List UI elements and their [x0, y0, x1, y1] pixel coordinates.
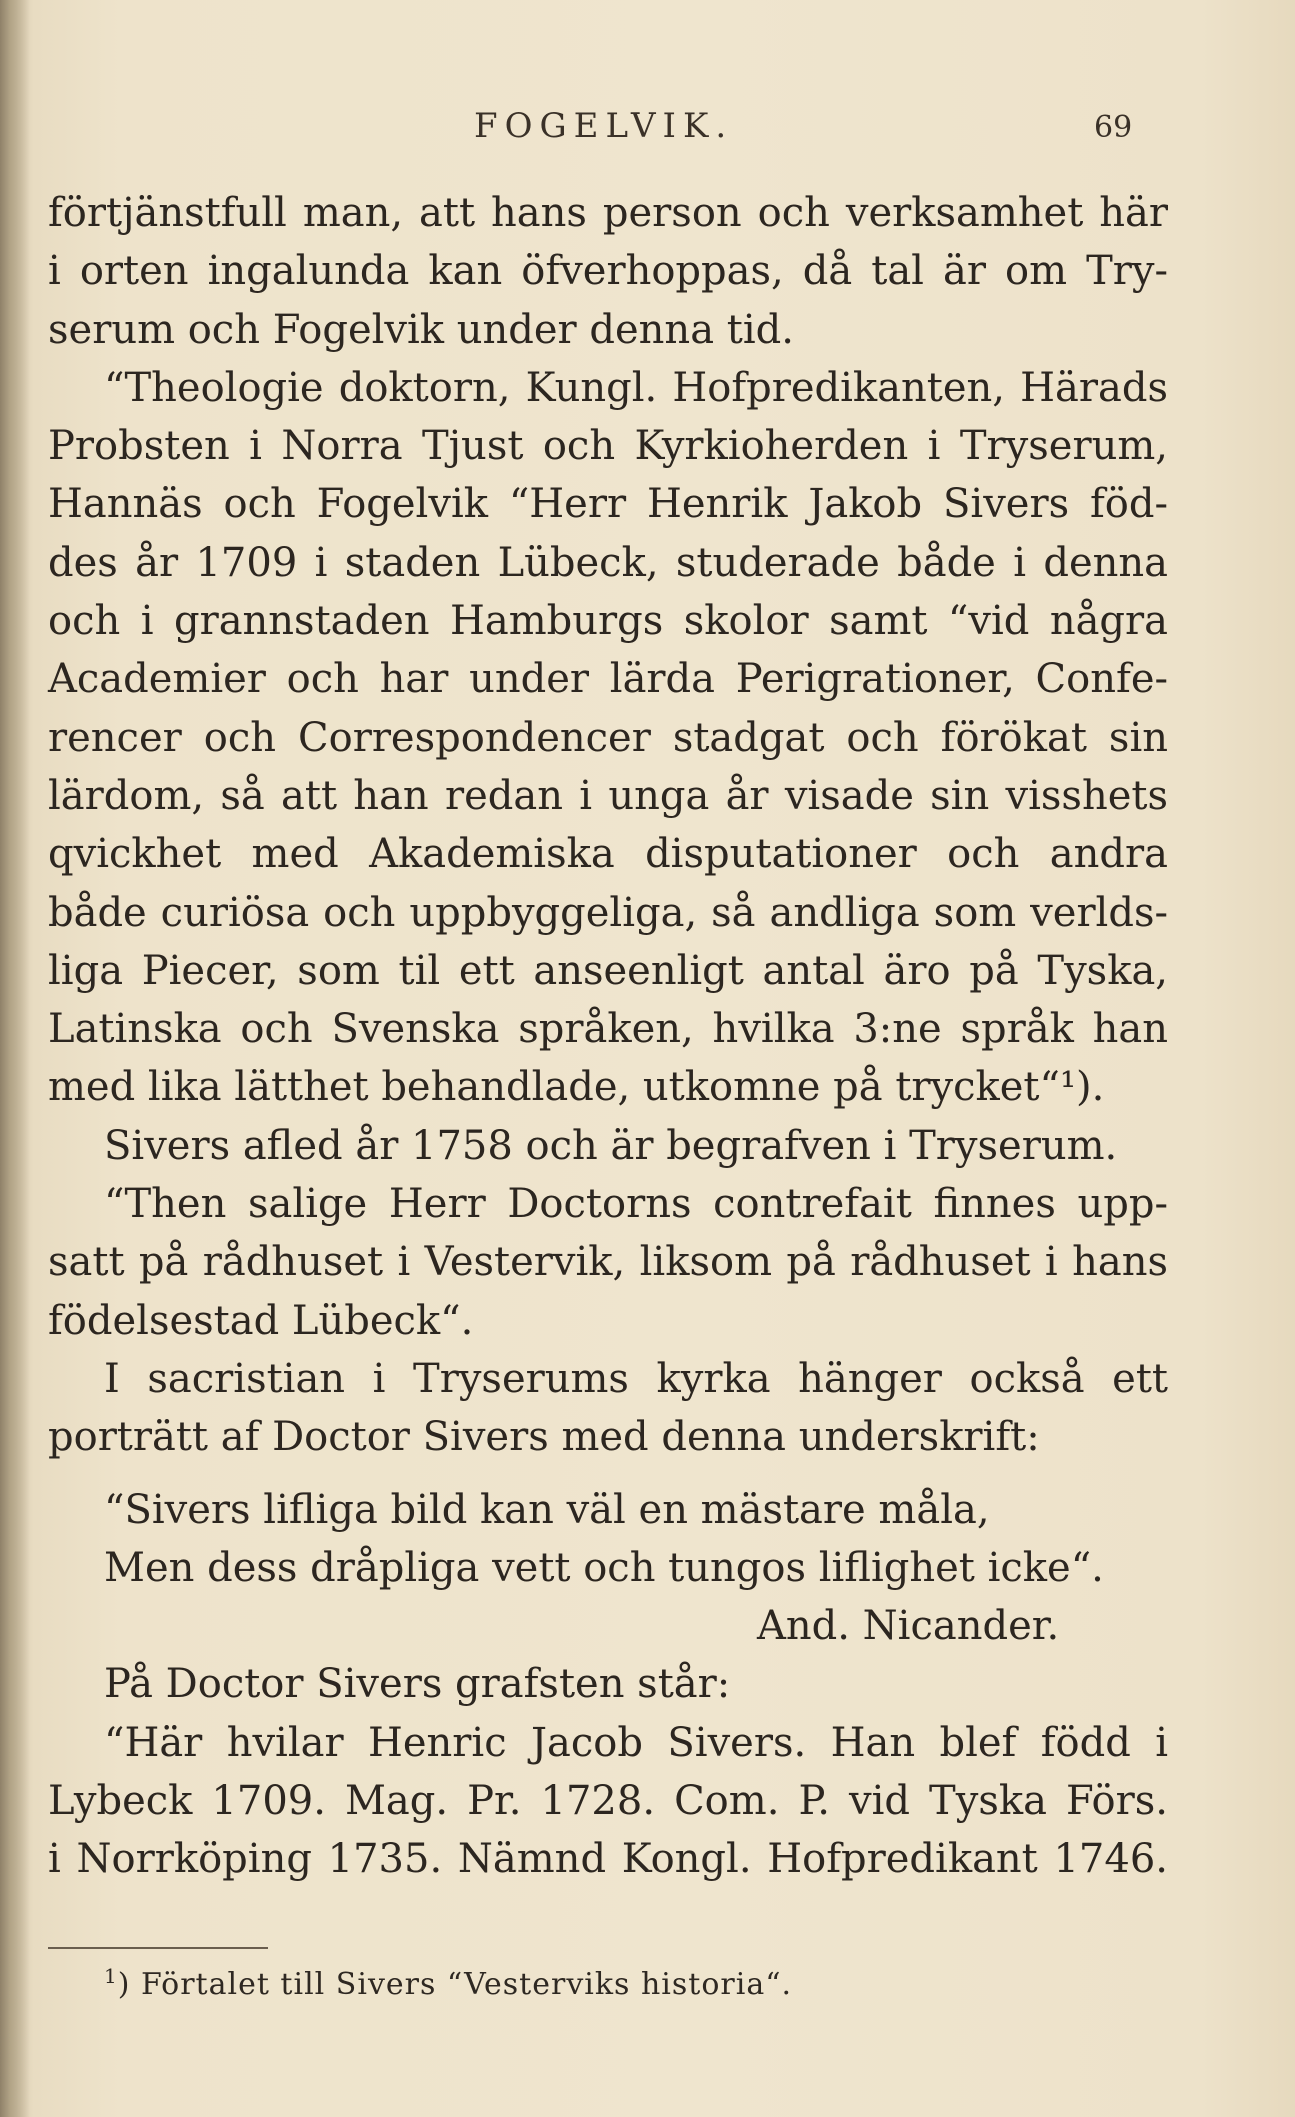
text-line: Lybeck 1709. Mag. Pr. 1728. Com. P. vid Tyska Förs.	[48, 1778, 1168, 1825]
text-line: liga Piecer, som til ett anseenligt antal äro på Tyska,	[48, 947, 1168, 994]
text-line: lärdom, så att han redan i unga år visade sin visshets	[48, 772, 1168, 819]
text-line: På Doctor Sivers grafsten står:	[104, 1661, 731, 1708]
text-line: med lika lätthet behandlade, utkomne på trycket“¹).	[48, 1064, 1105, 1111]
running-head	[0, 106, 1295, 166]
verse-line: “Sivers lifliga bild kan väl en mästare måla,	[104, 1486, 990, 1533]
text-line: I sacristian i Tryserums kyrka hänger också ett	[104, 1355, 1168, 1402]
text-line: “Then salige Herr Doctorns contrefait finnes upp-	[104, 1181, 1168, 1228]
text-line: “Theologie doktorn, Kungl. Hofpredikanten, Härads	[104, 364, 1168, 411]
verse-line: Men dess dråpliga vett och tungos liflighet icke“.	[104, 1544, 1104, 1591]
text-line: Academier och har under lärda Perigrationer, Confe-	[48, 656, 1168, 703]
footnote-text: ) Förtalet till Sivers “Vesterviks historia“.	[117, 1967, 793, 2002]
footnote	[104, 1964, 792, 2002]
book-spine-shadow	[0, 0, 30, 2117]
text-line: rencer och Correspondencer stadgat och förökat sin	[48, 714, 1168, 761]
text-line: “Här hvilar Henric Jacob Sivers. Han blef född i	[104, 1719, 1168, 1766]
text-line: i Norrköping 1735. Nämnd Kongl. Hofpredikant 1746.	[48, 1836, 1168, 1883]
text-line: i orten ingalunda kan öfverhoppas, då tal är om Try-	[48, 248, 1168, 295]
text-line: både curiösa och uppbyggeliga, så andliga som verlds-	[48, 889, 1168, 936]
page-number: 69	[1094, 110, 1133, 145]
text-line: porträtt af Doctor Sivers med denna underskrift:	[48, 1414, 1040, 1461]
chapter-title: FOGELVIK.	[474, 106, 734, 146]
footnote-rule	[48, 1947, 268, 1949]
text-line: satt på rådhuset i Vestervik, liksom på rådhuset i hans	[48, 1239, 1168, 1286]
text-line: Sivers afled år 1758 och är begrafven i Tryserum.	[104, 1122, 1118, 1169]
text-line: Hannäs och Fogelvik “Herr Henrik Jakob Sivers föd-	[48, 481, 1168, 528]
body-text	[48, 184, 1168, 1889]
footnote-marker: 1	[104, 1964, 118, 1988]
text-line: förtjänstfull man, att hans person och verksamhet här	[48, 190, 1168, 236]
text-line: des år 1709 i staden Lübeck, studerade både i denna	[48, 539, 1168, 586]
text-line: Probsten i Norra Tjust och Kyrkioherden i Tryserum,	[48, 423, 1168, 470]
text-line: och i grannstaden Hamburgs skolor samt “vid några	[48, 598, 1168, 645]
text-line: Latinska och Svenska språken, hvilka 3:ne språk han	[48, 1006, 1168, 1053]
text-line: serum och Fogelvik under denna tid.	[48, 306, 794, 353]
text-line: qvickhet med Akademiska disputationer och andra	[48, 831, 1168, 878]
text-line: födelsestad Lübeck“.	[48, 1297, 474, 1344]
verse-author: And. Nicander.	[757, 1603, 1060, 1650]
